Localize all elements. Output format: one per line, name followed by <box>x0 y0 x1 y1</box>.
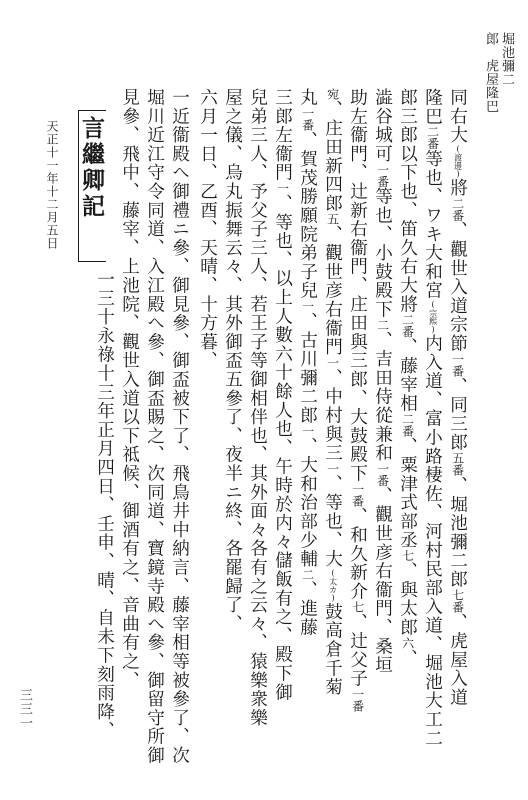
text-column <box>248 88 266 727</box>
running-head-line-2: 郎 虎屋隆巴 <box>483 32 498 113</box>
text-column <box>120 88 138 690</box>
inline-small-note: 一番 <box>300 106 315 131</box>
text-segment: 一三十 <box>94 270 115 327</box>
text-segment: 、和久新介 <box>347 506 368 601</box>
text-column <box>348 88 366 712</box>
running-head-line-1: 堀池彌二 <box>499 32 514 86</box>
text-column <box>273 88 291 702</box>
inline-small-note: 二 <box>375 318 390 331</box>
inline-small-note: 一 <box>325 356 340 369</box>
inline-small-note: 七 <box>400 549 415 562</box>
text-segment: 澁谷城可 <box>372 88 393 164</box>
text-segment: 、與太郎 <box>397 561 418 637</box>
inline-small-note: 五 <box>325 212 340 225</box>
text-segment: 、觀世彦右衞門、桑垣 <box>372 486 393 675</box>
inline-annotation: (太カ) <box>328 568 338 603</box>
text-segment: 丸 <box>297 88 318 107</box>
text-column <box>373 88 391 674</box>
inline-annotation: (渡邊) <box>453 144 463 179</box>
text-column <box>170 88 188 765</box>
text-segment: 、吉田侍從兼和 <box>372 330 393 463</box>
text-segment: 内入道、富小路棲佐、河村民部入道、堀池大工二 <box>422 334 443 748</box>
inline-small-note: 一番 <box>375 462 390 487</box>
text-segment: 、大和治部少輔 <box>297 436 318 569</box>
inline-small-note: 六 <box>400 636 415 649</box>
text-segment: 永祿十三年正月四日、壬申、晴、自未下刻雨降、 <box>94 326 115 741</box>
page-number: 三三一 <box>17 688 32 730</box>
inline-small-note: 一番 <box>450 352 465 377</box>
text-segment: 三郎左衞門 <box>272 88 293 182</box>
inline-small-note: 二 <box>300 568 315 581</box>
text-column <box>398 88 416 668</box>
text-segment: 鼓高倉千菊 <box>322 602 343 697</box>
text-segment: 、古川彌二郎 <box>297 312 318 425</box>
inline-small-note: 七番 <box>450 588 465 613</box>
text-column <box>448 88 466 707</box>
text-segment: 同右大 <box>447 88 468 145</box>
text-column <box>95 270 113 740</box>
inline-small-note: 一番 <box>350 688 365 713</box>
text-column <box>323 88 341 696</box>
text-segment: 、辻父子 <box>347 612 368 689</box>
text-segment: 、藤宰相 <box>397 337 418 413</box>
text-segment: 、虎屋入道 <box>447 612 468 707</box>
text-column <box>298 88 316 637</box>
text-segment: 、同三郎 <box>447 376 468 453</box>
text-column <box>145 88 163 765</box>
text-segment: 六月一日、乙酉、天晴、十方暮、 <box>197 88 218 370</box>
inline-small-note: 二番 <box>400 412 415 437</box>
inline-small-note: 二番 <box>400 313 415 338</box>
inline-small-note: 一番 <box>350 482 365 507</box>
inline-small-note: 一 <box>275 182 290 194</box>
inline-small-note: 一番 <box>375 163 390 188</box>
text-segment: 、粟津式部丞 <box>397 436 418 550</box>
date-note: 天正十一年十二月五日 <box>45 120 59 250</box>
inline-annotation: (宗熙) <box>428 300 438 335</box>
text-segment: 助左衞門、辻新右衞門、庄田與三郎、大鼓殿下 <box>347 88 368 483</box>
text-segment: 、觀世入道宗節 <box>447 221 468 353</box>
text-segment: 兒弟三人、予父子三人、若王子等御相伴也、其外面々各有之云々、猿樂衆樂 <box>247 88 268 728</box>
text-segment: 、等也、大 <box>322 474 343 569</box>
inline-small-note: 宛 <box>325 88 340 100</box>
text-segment: 、堀池彌二郎 <box>447 476 468 589</box>
section-title: 言繼卿記 <box>78 116 105 220</box>
inline-small-note: 一 <box>300 424 315 437</box>
text-segment: 、觀世彦右衞門 <box>322 224 343 357</box>
inline-small-note: 二番 <box>450 197 465 222</box>
text-segment: 、進藤 <box>297 580 318 637</box>
text-segment: 見參、飛中、藤宰、上池院、觀世入道以下祗候、御酒有之、音曲有之、 <box>119 88 140 690</box>
inline-small-note: 五番 <box>450 452 465 477</box>
text-segment: 等也、ワキ大和宮 <box>422 149 443 301</box>
text-segment: 一近衞殿へ御禮ニ參、御見參、御盃被下了、飛鳥井中納言、藤宰相等被參了、次 <box>169 88 190 765</box>
text-column <box>223 88 241 633</box>
text-segment: 、賀茂勝願院弟子兒 <box>297 130 318 301</box>
text-segment: 堀川近江守令同道、入江殿へ參、御盃賜之、次同道、寶鏡寺殿へ參、御留守所御 <box>144 88 165 765</box>
text-segment: 、中村與三 <box>322 368 343 463</box>
inline-small-note: 一 <box>325 462 340 475</box>
text-segment: 郎三郎以下也、笛久右大將 <box>397 88 418 314</box>
inline-small-note: 一 <box>300 300 315 313</box>
text-segment: 、 <box>397 648 418 668</box>
inline-small-note: 二番 <box>425 125 440 150</box>
inline-small-note: 七 <box>350 600 365 613</box>
text-segment: 等也、小鼓殿下 <box>372 187 393 319</box>
text-segment: 、庄田新四郎 <box>322 100 343 213</box>
text-segment: 、等也、以上人數六十餘人也、午時於内々儲飯有之、殿下御 <box>272 194 293 702</box>
text-segment: 將 <box>447 178 468 198</box>
text-column <box>423 88 441 748</box>
text-segment: 隆巴 <box>422 88 443 126</box>
text-column <box>198 88 216 370</box>
text-segment: 屋之儀、烏丸振舞云々、其外御盃五參了、夜半ニ終、各罷歸了、 <box>222 88 243 634</box>
